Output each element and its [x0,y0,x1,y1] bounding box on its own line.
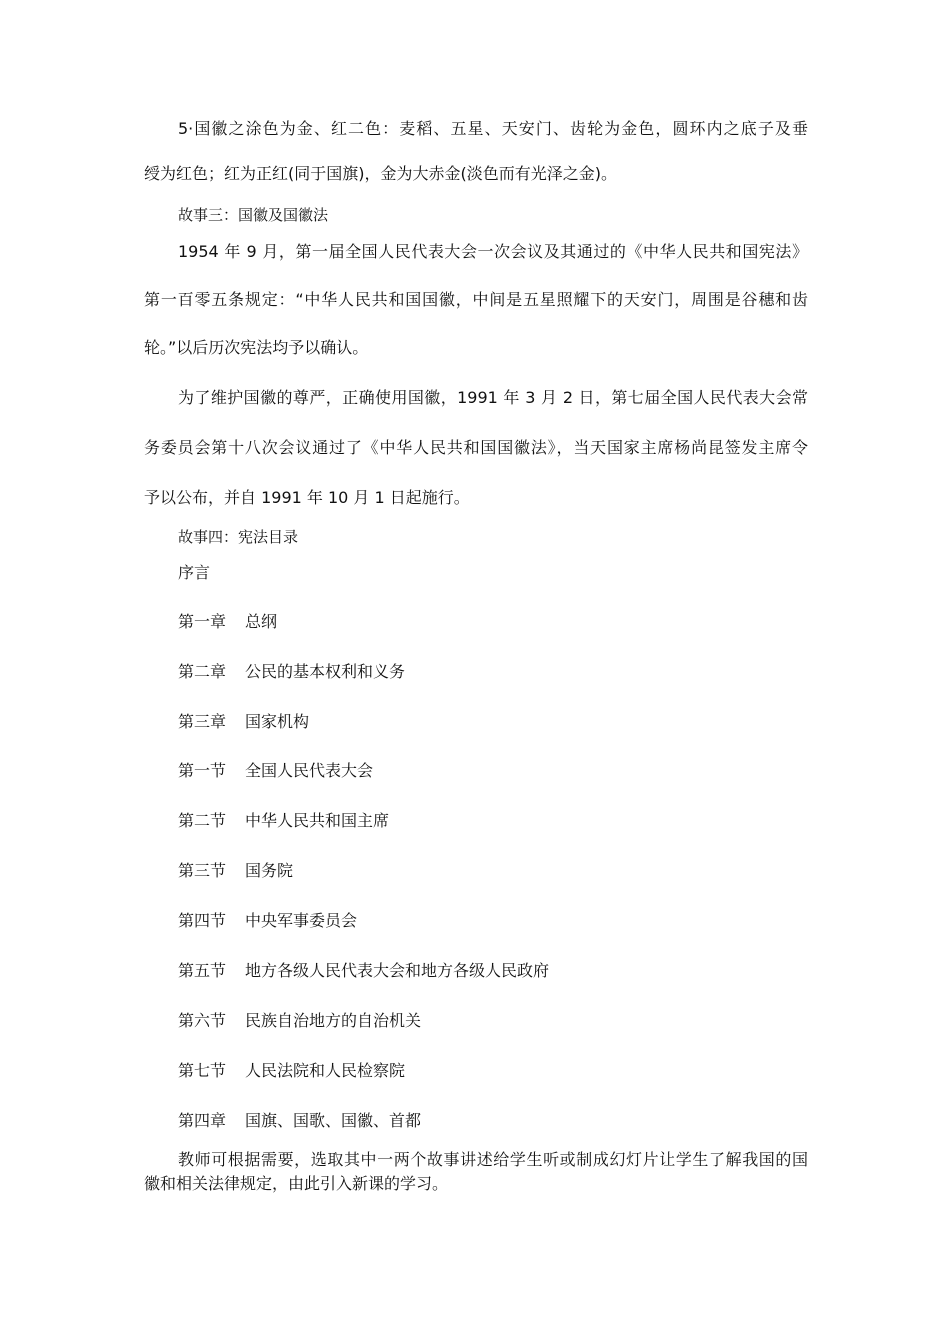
toc-entry [178,961,549,981]
paragraph-line: 1954 年 9 月，第一届全国人民代表大会一次会议及其通过的《中华人民共和国宪法》 [178,242,808,261]
paragraph-line: 5·国徽之涂色为金、红二色：麦稻、五星、天安门、齿轮为金色，圆环内之底子及垂 [178,119,808,138]
toc-entry [178,861,293,881]
toc-entry [178,811,389,831]
story3-heading: 故事三：国徽及国徽法 [178,206,329,224]
toc-label: 第三章 [178,712,227,731]
toc-title: 国务院 [245,861,294,880]
toc-label: 第五节 [178,961,227,980]
paragraph-line: 教师可根据需要，选取其中一两个故事讲述给学生听或制成幻灯片让学生了解我国的国 [178,1150,808,1169]
toc-preface: 序言 [178,563,211,582]
toc-label: 第六节 [178,1011,227,1030]
story4-heading: 故事四：宪法目录 [178,528,299,546]
toc-title: 民族自治地方的自治机关 [245,1011,422,1030]
toc-entry [178,911,357,931]
toc-label: 第三节 [178,861,227,880]
toc-entry [178,1111,421,1131]
paragraph-line: 务委员会第十八次会议通过了《中华人民共和国国徽法》，当天国家主席杨尚昆签发主席令 [144,438,808,457]
toc-label: 第二章 [178,662,227,681]
toc-title: 中央军事委员会 [245,911,358,930]
paragraph-line: 第一百零五条规定：“中华人民共和国国徽，中间是五星照耀下的天安门，周围是谷穗和齿 [144,290,808,309]
toc-entry [178,1061,405,1081]
paragraph-line: 轮。”以后历次宪法均予以确认。 [144,338,369,357]
toc-entry [178,1011,421,1031]
toc-entry [178,612,277,632]
toc-entry [178,761,373,781]
toc-label: 第四节 [178,911,227,930]
toc-label: 第四章 [178,1111,227,1130]
toc-title: 人民法院和人民检察院 [245,1061,406,1080]
toc-label: 第一章 [178,612,227,631]
toc-label: 第七节 [178,1061,227,1080]
toc-entry [178,712,309,732]
toc-title: 地方各级人民代表大会和地方各级人民政府 [245,961,550,980]
paragraph-line: 徽和相关法律规定，由此引入新课的学习。 [144,1174,449,1193]
toc-title: 中华人民共和国主席 [245,811,390,830]
toc-label: 第二节 [178,811,227,830]
paragraph-line: 予以公布，并自 1991 年 10 月 1 日起施行。 [144,488,470,507]
toc-title: 总纲 [245,612,278,631]
toc-title: 公民的基本权利和义务 [245,662,406,681]
toc-title: 国旗、国歌、国徽、首都 [245,1111,422,1130]
toc-entry [178,662,405,682]
toc-title: 全国人民代表大会 [245,761,374,780]
paragraph-line: 为了维护国徽的尊严，正确使用国徽，1991 年 3 月 2 日，第七届全国人民代表大会常 [178,388,808,407]
paragraph-line: 绶为红色；红为正红(同于国旗)，金为大赤金(淡色而有光泽之金)。 [144,164,617,183]
toc-label: 第一节 [178,761,227,780]
toc-title: 国家机构 [245,712,310,731]
